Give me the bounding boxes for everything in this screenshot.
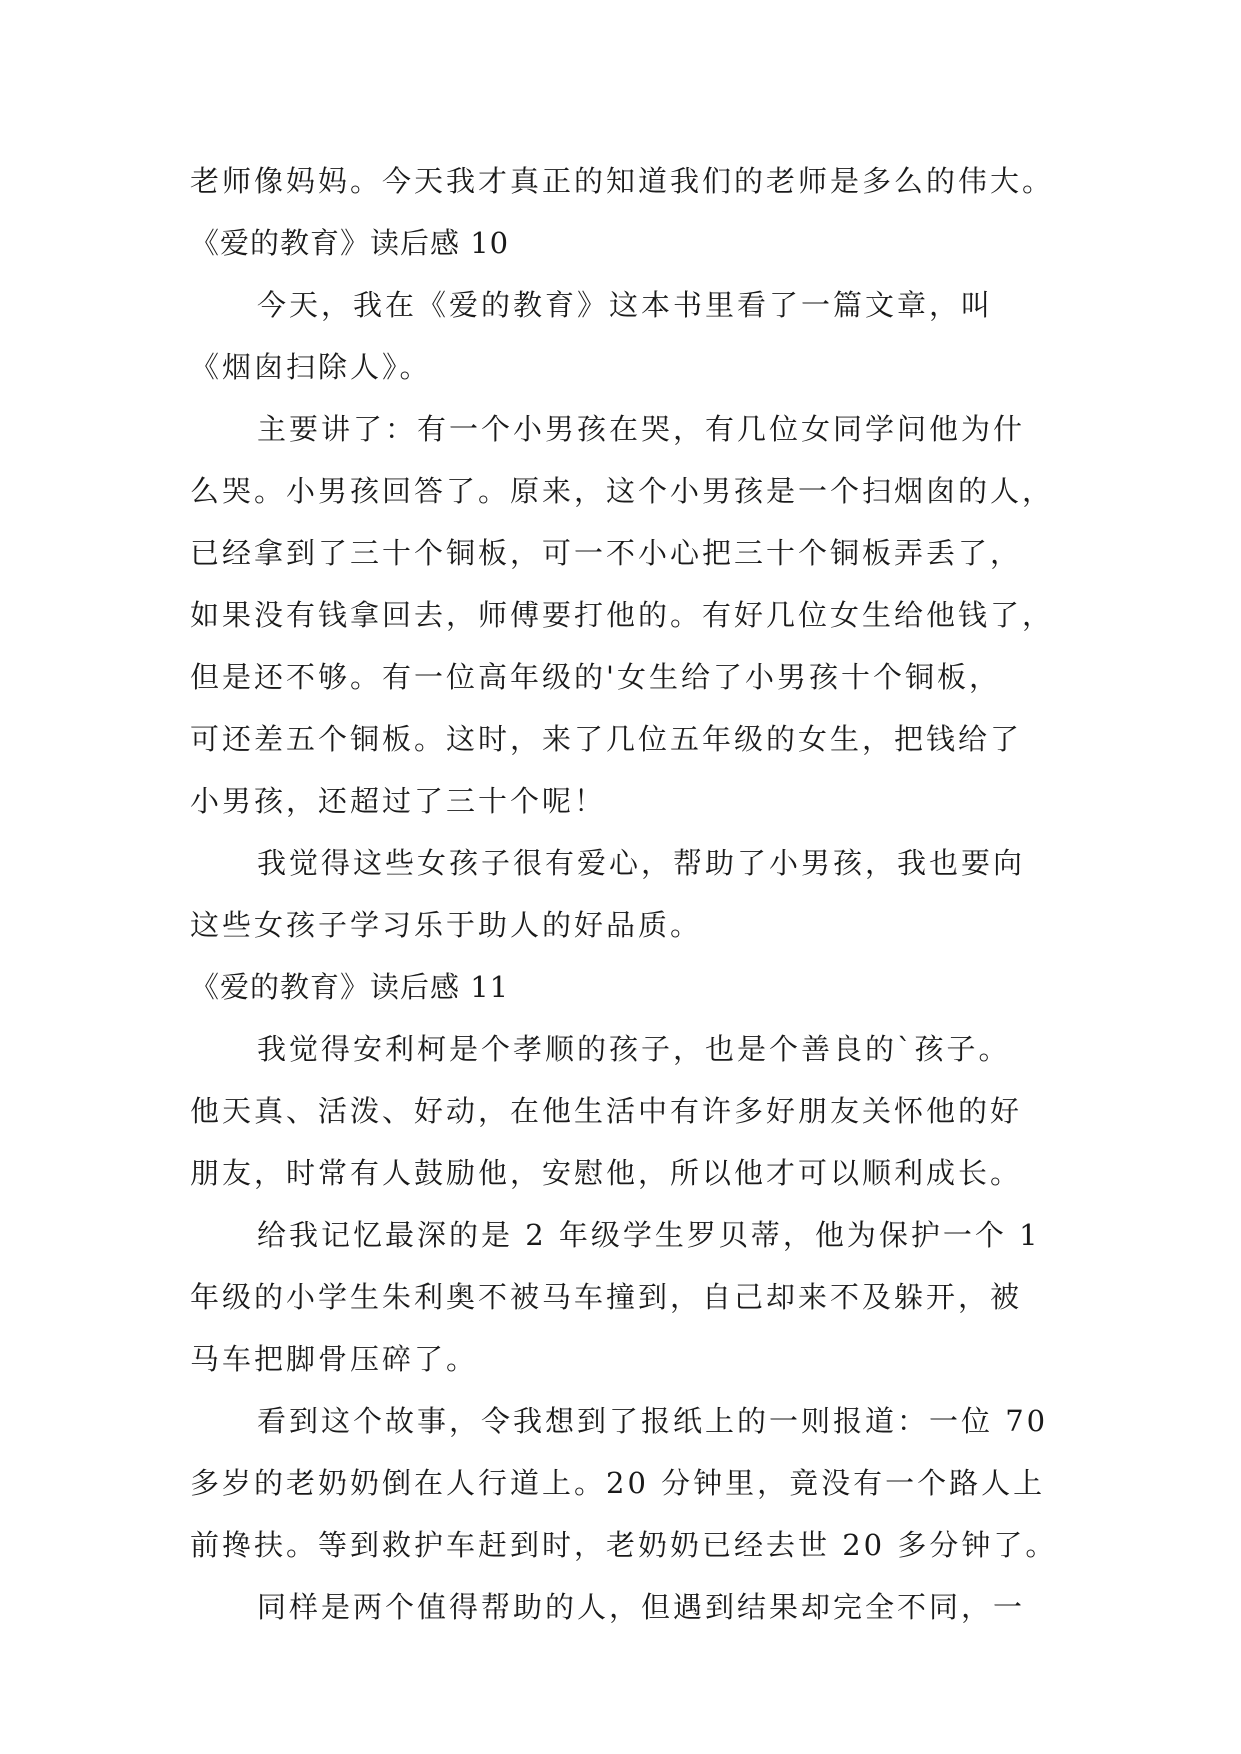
text-line: 他天真、活泼、好动，在他生活中有许多好朋友关怀他的好: [190, 1094, 1023, 1128]
text-line: 我觉得这些女孩子很有爱心，帮助了小男孩，我也要向: [257, 846, 1026, 880]
text-line: 看到这个故事，令我想到了报纸上的一则报道：一位 70: [257, 1404, 1049, 1438]
text-line: 但是还不够。有一位高年级的'女生给了小男孩十个铜板，: [190, 660, 1001, 694]
text-line: 多岁的老奶奶倒在人行道上。20 分钟里，竟没有一个路人上: [190, 1466, 1046, 1500]
text-line: 朋友，时常有人鼓励他，安慰他，所以他才可以顺利成长。: [190, 1156, 1023, 1190]
text-line: 如果没有钱拿回去，师傅要打他的。有好几位女生给他钱了，: [190, 598, 1055, 632]
text-line: 已经拿到了三十个铜板，可一不小心把三十个铜板弄丢了，: [190, 536, 1023, 570]
section-heading: 《爱的教育》读后感 10: [190, 226, 510, 260]
text-line: 《烟囱扫除人》。: [190, 350, 432, 384]
text-line: 小男孩，还超过了三十个呢！: [190, 784, 607, 818]
text-line: 么哭。小男孩回答了。原来，这个小男孩是一个扫烟囱的人，: [190, 474, 1055, 508]
text-line: 这些女孩子学习乐于助人的好品质。: [190, 908, 703, 942]
text-line: 可还差五个铜板。这时，来了几位五年级的女生，把钱给了: [190, 722, 1023, 756]
document-body: [190, 150, 1090, 1638]
text-line: 给我记忆最深的是 2 年级学生罗贝蒂，他为保护一个 1: [257, 1218, 1041, 1252]
text-line: 老师像妈妈。今天我才真正的知道我们的老师是多么的伟大。: [190, 164, 1055, 198]
section-heading: 《爱的教育》读后感 11: [190, 970, 510, 1004]
text-line: 今天，我在《爱的教育》这本书里看了一篇文章，叫: [257, 288, 994, 322]
text-line: 马车把脚骨压碎了。: [190, 1342, 479, 1376]
text-line: 我觉得安利柯是个孝顺的孩子，也是个善良的`孩子。: [257, 1032, 1011, 1066]
text-line: 前搀扶。等到救护车赶到时，老奶奶已经去世 20 多分钟了。: [190, 1528, 1058, 1562]
text-line: 主要讲了：有一个小男孩在哭，有几位女同学问他为什: [257, 412, 1026, 446]
text-line: 同样是两个值得帮助的人，但遇到结果却完全不同，一: [257, 1590, 1026, 1624]
text-line: 年级的小学生朱利奥不被马车撞到，自己却来不及躲开，被: [190, 1280, 1023, 1314]
